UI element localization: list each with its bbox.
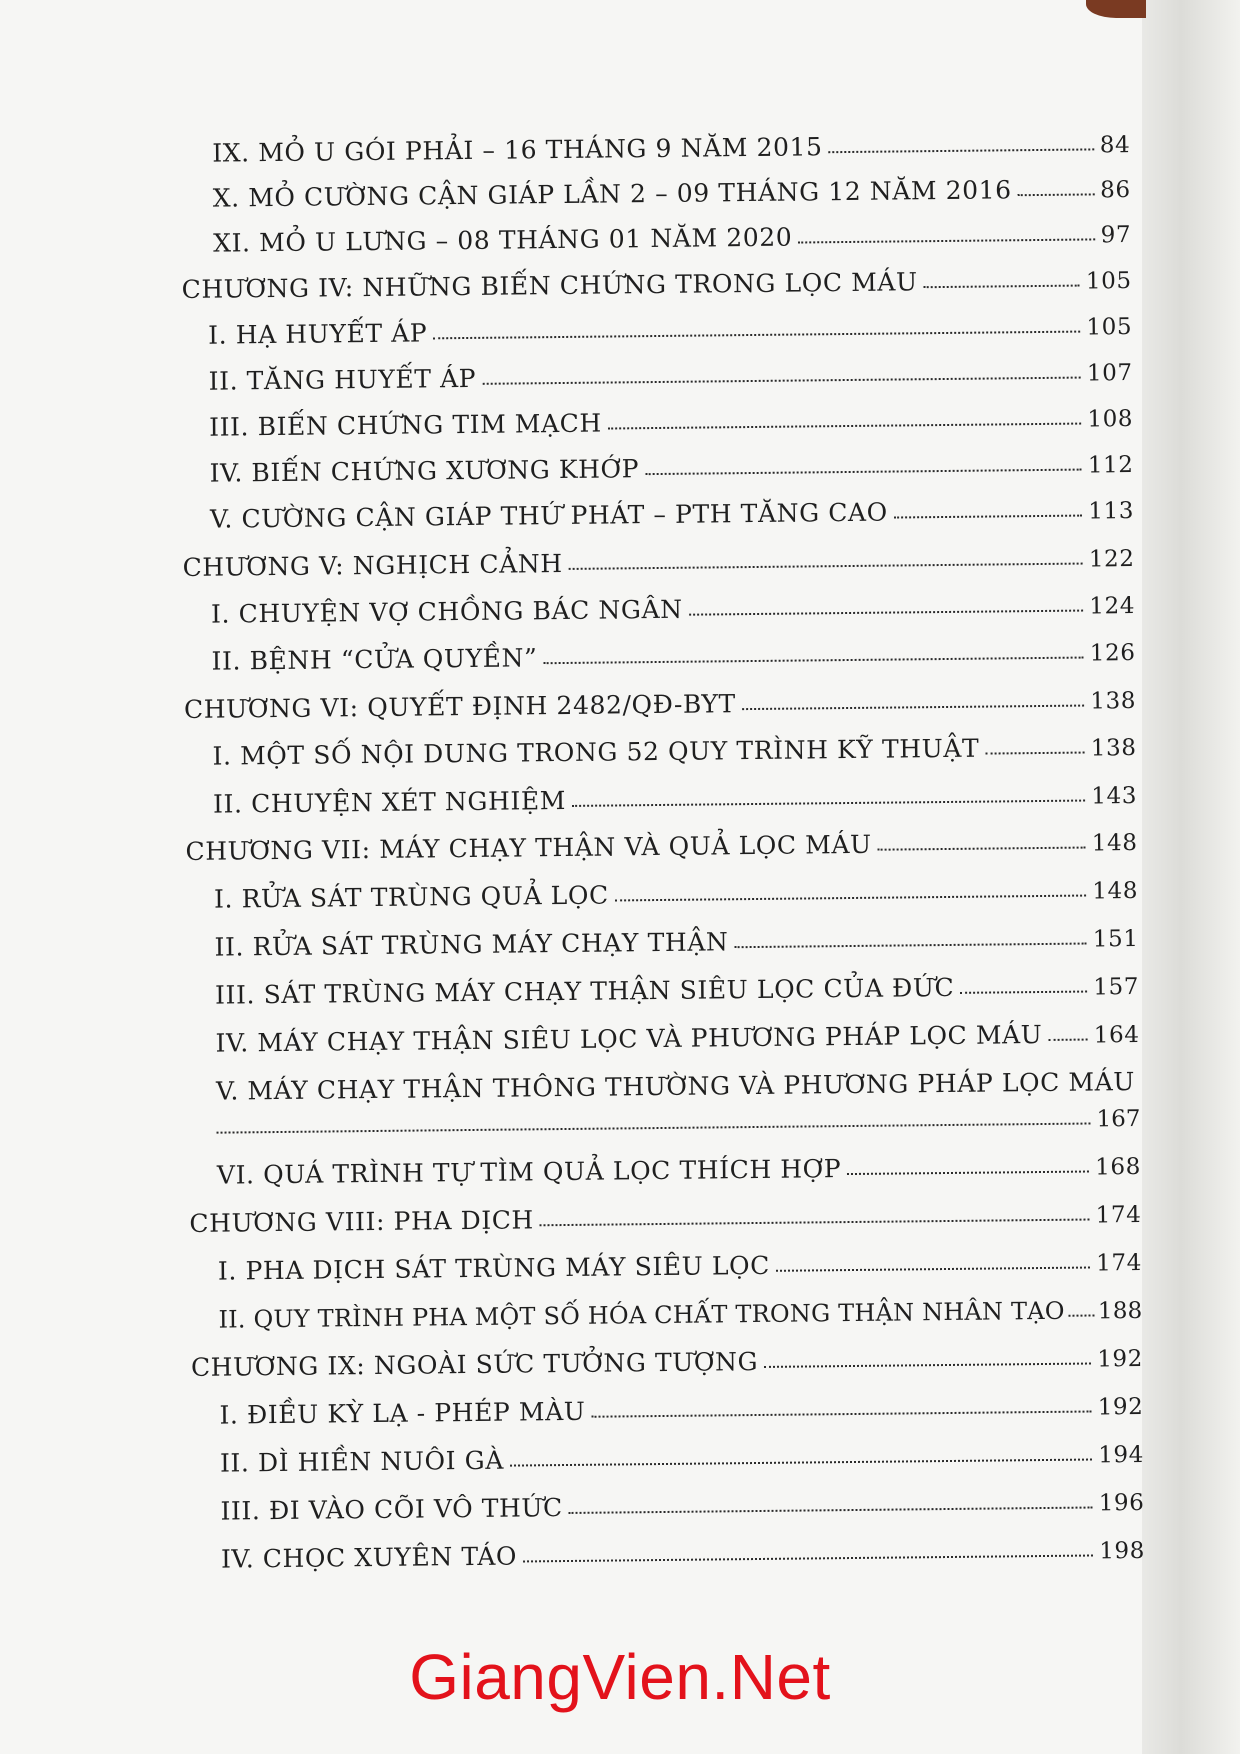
toc-chapter-title: CHƯƠNG VI: QUYẾT ĐỊNH 2482/QĐ-BYT [183,689,736,724]
toc-entry-page: 192 [1097,1345,1144,1373]
toc-entry-page: 113 [1088,498,1135,525]
toc-entry-title: I. PHA DỊCH SÁT TRÙNG MÁY SIÊU LỌC [217,1250,771,1286]
dot-leader [829,148,1094,153]
toc-entry [212,163,1130,213]
toc-entry [219,1380,1143,1430]
toc-chapter [184,674,1136,724]
toc-entry-title: II. QUY TRÌNH PHA MỘT SỐ HÓA CHẤT TRONG THẬN NHÂN TẠO [218,1296,1065,1334]
dot-leader [878,847,1086,851]
toc-chapter-title: CHƯƠNG IV: NHỮNG BIẾN CHỨNG TRONG LỌC MÁU [181,267,918,304]
dot-leader [689,610,1084,616]
dot-leader [764,1363,1091,1368]
toc-entry-title: II. CHUYỆN XÉT NGHIỆM [212,785,567,819]
toc-entry [220,1476,1144,1526]
toc-entry [217,1140,1141,1190]
toc-entry-title: I. ĐIỀU KỲ LẠ - PHÉP MÀU [219,1396,586,1430]
dot-leader [217,1122,1091,1133]
toc-entry-title: I. RỬA SÁT TRÙNG QUẢ LỌC [213,880,609,914]
watermark: GiangVien.Net [409,1641,831,1713]
page-edge [1142,0,1240,1754]
toc-entry-page: 188 [1097,1297,1143,1325]
dot-leader [798,238,1094,243]
toc-entry-title: IV. BIẾN CHỨNG XƯƠNG KHỚP [209,454,640,488]
dot-leader [1048,1039,1087,1041]
dot-leader [1018,193,1095,196]
toc-entry [211,626,1135,676]
toc-chapter-title: CHƯƠNG VII: MÁY CHẠY THẬN VÀ QUẢ LỌC MÁU [185,829,872,866]
toc-entry-title: II. DÌ HIỀN NUÔI GÀ [219,1445,505,1478]
dot-leader [960,991,1087,994]
toc-entry-page: 112 [1087,452,1134,479]
toc-entry-page: 84 [1099,132,1131,159]
toc-entry-title: VI. QUÁ TRÌNH TỰ TÌM QUẢ LỌC THÍCH HỢP [216,1154,842,1190]
toc-entry-title: IV. CHỌC XUYÊN TÁO [220,1541,518,1574]
dot-leader [543,657,1083,665]
toc-entry [208,300,1132,350]
cover-corner [1086,0,1146,18]
toc-entry-title: I. HẠ HUYẾT ÁP [208,318,428,350]
toc-entry-title: IV. MÁY CHẠY THẬN SIÊU LỌC VÀ PHƯƠNG PHÁP LỌC MÁU [215,1019,1043,1058]
dot-leader [776,1267,1090,1272]
toc-entry [215,960,1139,1010]
toc-entry [221,1524,1145,1574]
toc-entry-page: 194 [1098,1441,1145,1469]
dot-leader [569,563,1083,570]
toc-entry-page: 198 [1099,1537,1146,1565]
toc-entry-page: 168 [1095,1153,1142,1181]
toc-entry-title: X. MỎ CƯỜNG CẬN GIÁP LẦN 2 – 09 THÁNG 12 NĂM 2016 [212,175,1012,213]
toc-entry-page: 174 [1095,1201,1142,1229]
dot-leader [591,1411,1091,1418]
dot-leader [433,331,1080,340]
toc-entry-page: 138 [1090,734,1137,762]
toc-entry-page: 157 [1093,973,1140,1001]
toc-entry-page: 151 [1092,925,1139,953]
toc-entry [209,438,1133,488]
dot-leader [1069,1314,1094,1316]
toc-chapter-title: CHƯƠNG VIII: PHA DỊCH [189,1205,535,1238]
toc-entry-page: 138 [1090,687,1137,715]
toc-entry-page: 143 [1091,782,1138,810]
toc-entry-title: XI. MỎ U LƯNG – 08 THÁNG 01 NĂM 2020 [213,222,793,258]
toc-entry [213,208,1131,258]
toc-entry [213,769,1137,819]
toc-entry [220,1428,1144,1478]
toc-chapter [185,816,1137,866]
toc-entry-title: III. SÁT TRÙNG MÁY CHẠY THẬN SIÊU LỌC CỦA ĐỨC [214,972,955,1010]
toc-chapter [182,532,1134,582]
toc-entry-title: II. BỆNH “CỬA QUYỀN” [211,643,538,676]
toc-entry [218,1284,1142,1334]
dot-leader [569,1506,1093,1513]
toc-entry [218,1236,1142,1286]
toc-entry-title: III. BIẾN CHỨNG TIM MẠCH [208,408,602,442]
dot-leader [894,515,1083,519]
toc-entry-page: 105 [1086,314,1133,341]
toc-entry [212,721,1136,771]
toc-chapter [189,1188,1141,1238]
toc-entry-page: 122 [1088,546,1135,573]
dot-leader [734,943,1086,949]
dot-leader [572,800,1085,807]
toc-chapter [181,254,1131,304]
dot-leader [742,705,1085,711]
toc-entry-title: V. MÁY CHẠY THẬN THÔNG THƯỜNG VÀ PHƯƠNG PHÁP LỌC MÁU [215,1067,1136,1106]
toc-entry-title: III. ĐI VÀO CÕI VÔ THỨC [220,1493,563,1526]
toc-entry-page: 86 [1100,177,1131,204]
dot-leader [924,285,1080,289]
dot-leader [523,1554,1093,1562]
dot-leader [645,469,1082,476]
toc-entry [211,579,1135,629]
toc-entry-page: 148 [1091,829,1138,857]
dot-leader [510,1458,1092,1466]
toc-entry-page: 97 [1100,222,1132,249]
toc-entry-page: 107 [1086,360,1133,387]
toc-entry [214,912,1138,962]
dot-leader [985,752,1085,755]
toc-entry-title: II. RỬA SÁT TRÙNG MÁY CHẠY THẬN [214,927,729,962]
table-of-contents [178,118,1146,1574]
toc-entry-title: II. TĂNG HUYẾT ÁP [208,363,477,396]
toc-entry-page: 192 [1097,1393,1144,1421]
toc-entry-page: 124 [1089,593,1136,620]
toc-entry-title: I. MỘT SỐ NỘI DUNG TRONG 52 QUY TRÌNH KỸ THUẬT [212,733,980,771]
toc-entry-page: 126 [1089,640,1136,667]
toc-entry-page: 196 [1098,1489,1145,1517]
dot-leader [482,377,1081,385]
toc-entry [215,1008,1139,1058]
dot-leader [540,1219,1090,1227]
toc-entry [208,346,1132,396]
toc-entry-title: V. CƯỜNG CẬN GIÁP THỨ PHÁT – PTH TĂNG CAO [209,497,888,534]
toc-entry-wrapped-leader [216,1092,1140,1142]
toc-entry-page: 148 [1092,877,1139,905]
toc-entry-page: 174 [1096,1249,1143,1277]
toc-entry-page: 108 [1087,406,1134,433]
toc-entry [214,864,1138,914]
dot-leader [608,423,1082,430]
dot-leader [847,1171,1089,1176]
toc-entry [209,392,1133,442]
toc-entry-page: 164 [1093,1021,1140,1049]
toc-entry-page: 105 [1085,268,1132,295]
toc-entry-title: IX. MỎ U GÓI PHẢI – 16 THÁNG 9 NĂM 2015 [212,132,823,168]
toc-entry-title: I. CHUYỆN VỢ CHỒNG BÁC NGÂN [210,594,683,629]
toc-chapter-title: CHƯƠNG IX: NGOÀI SỨC TƯỞNG TƯỢNG [190,1346,759,1382]
toc-chapter-title: CHƯƠNG V: NGHỊCH CẢNH [182,548,563,582]
toc-entry [210,484,1134,534]
toc-entry-page: 167 [1096,1105,1141,1133]
toc-chapter [191,1332,1143,1382]
toc-entry [212,118,1130,168]
dot-leader [615,895,1087,902]
